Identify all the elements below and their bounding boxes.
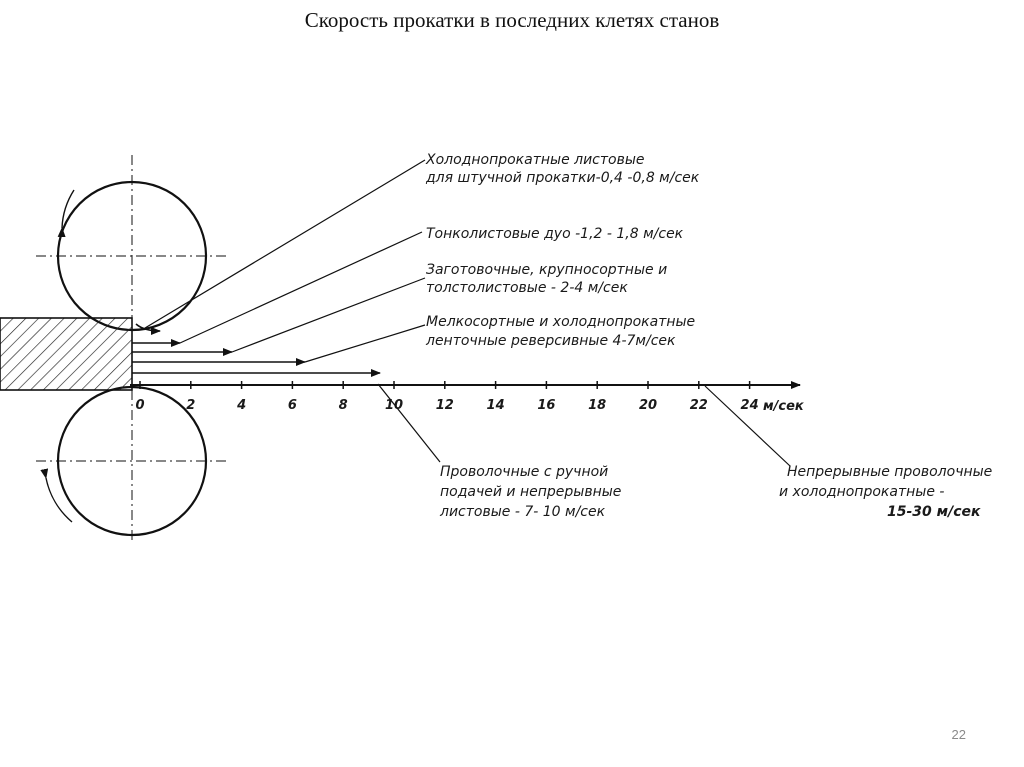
leader-lines (145, 160, 790, 466)
svg-text:Проволочные с ручной: Проволочные с ручной (440, 464, 609, 480)
label-thin-sheet (426, 226, 684, 242)
svg-text:Заготовочные, крупносортные и: Заготовочные, крупносортные и (426, 262, 668, 278)
svg-text:ленточные реверсивные 4-7м/сек: ленточные реверсивные 4-7м/сек (426, 333, 676, 349)
svg-text:подачей и непрерывные: подачей и непрерывные (440, 484, 622, 500)
svg-text:Мелкосортные и холоднопрокатны: Мелкосортные и холоднопрокатные (426, 314, 696, 330)
label-billet (426, 262, 667, 296)
slide-title: Скорость прокатки в последних клетях станов (304, 8, 720, 32)
axis-tick-label: 20 (638, 398, 658, 413)
axis-tick-label: 18 (588, 398, 607, 413)
axis-tick-label: 2 (186, 398, 196, 413)
label-wire-manual (439, 464, 621, 520)
page-number: 22 (951, 727, 966, 742)
svg-text:толстолистовые - 2-4 м/сек: толстолистовые - 2-4 м/сек (426, 280, 628, 296)
svg-text:Холоднопрокатные листовые: Холоднопрокатные листовые (426, 152, 645, 168)
axis-tick-label: 0 (135, 398, 145, 413)
label-continuous (779, 464, 992, 520)
axis-tick-label: 6 (287, 398, 297, 413)
axis-tick-label: 22 (689, 398, 708, 413)
svg-text:Тонколистовые дуо -1,2 - 1,8 м: Тонколистовые дуо -1,2 - 1,8 м/сек (426, 226, 684, 242)
upper-rotation-arrow (62, 190, 74, 228)
label-small-section (425, 314, 695, 349)
svg-text:15-30 м/сек: 15-30 м/сек (887, 504, 981, 520)
svg-text:Непрерывные проволочные: Непрерывные проволочные (787, 464, 993, 480)
axis-tick-label: 8 (338, 398, 348, 413)
speed-arrows (132, 324, 380, 373)
axis-unit-label: м/сек (763, 399, 804, 414)
axis-tick-label: 16 (537, 398, 556, 413)
lower-roll (36, 387, 228, 540)
axis-tick-label: 24 (740, 398, 759, 413)
svg-text:листовые - 7- 10 м/сек: листовые - 7- 10 м/сек (440, 504, 606, 520)
axis-tick-label: 4 (237, 398, 247, 413)
svg-text:и холоднопрокатные -: и холоднопрокатные - (779, 484, 945, 500)
rolled-strip (0, 318, 132, 390)
label-cold-sheet (425, 152, 700, 186)
svg-text:для штучной прокатки-0,4 -0,8: для штучной прокатки-0,4 -0,8 м/сек (426, 170, 700, 186)
axis-tick-label: 10 (384, 398, 404, 413)
axis-tick-label: 14 (486, 398, 505, 413)
axis-tick-label: 12 (435, 398, 454, 413)
